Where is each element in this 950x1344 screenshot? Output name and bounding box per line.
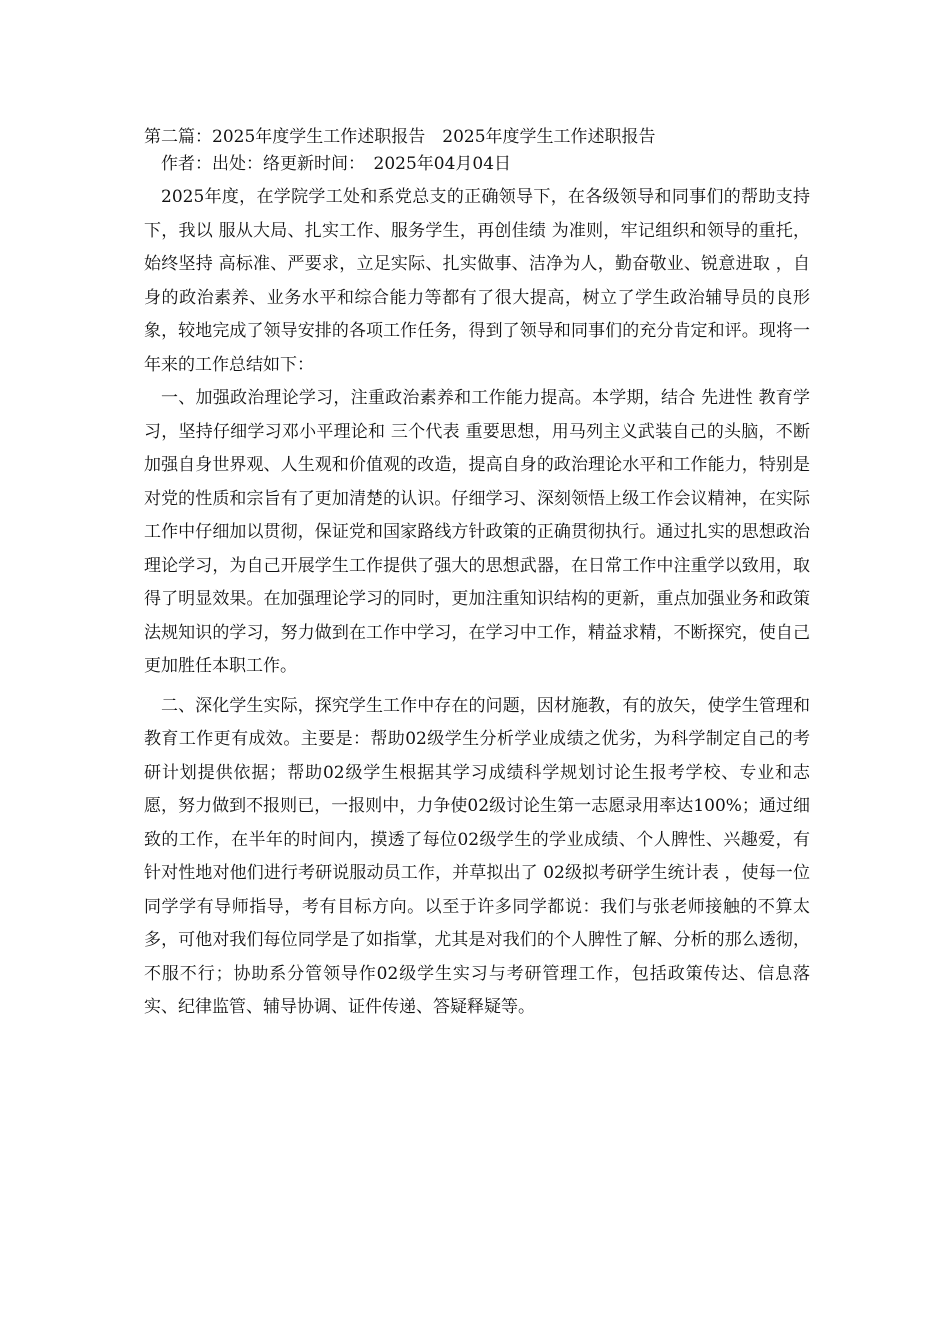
paragraph-intro: 2025年度，在学院学工处和系党总支的正确领导下，在各级领导和同事们的帮助支持下，我以 服从大局、扎实工作、服务学生，再创佳绩 为准则，牢记组织和领导的重托，始终坚持 高标准、严要求，立足实际、扎实做事、洁净为人，勤奋敬业、锐意进取 ，自身的政治素养、业务水平和综合能力等都有了很大提高，树立了学生政治辅导员的良形象，较地完成了领导安排的各项工作任务，得到了领导和同事们的充分肯定和评。现将一年来的工作总结如下： xyxy=(144,187,810,375)
document-title: 第二篇：2025年度学生工作述职报告 2025年度学生工作述职报告 xyxy=(144,127,656,147)
paragraph-section-1: 一、加强政治理论学习，注重政治素养和工作能力提高。本学期，结合 先进性 教育学习，坚持仔细学习邓小平理论和 三个代表 重要思想，用马列主义武装自己的头脑，不断加强自身世界观、人生观和价值观的改造，提高自身的政治理论水平和工作能力，特别是对党的性质和宗旨有了更加清楚的认识。仔细学习、深刻领悟上级工作会议精神，在实际工作中仔细加以贯彻，保证党和国家路线方针政策的正确贯彻执行。通过扎实的思想政治理论学习，为自己开展学生工作提供了强大的思想武器，在日常工作中注重学以致用，取得了明显效果。在加强理论学习的同时，更加注重知识结构的更新，重点加强业务和政策法规知识的学习，努力做到在工作中学习，在学习中工作，精益求精，不断探究，使自己更加胜任本职工作。 xyxy=(144,388,810,676)
document-body xyxy=(144,124,810,1025)
document-meta: 作者：出处：络更新时间： 2025年04月04日 xyxy=(161,154,512,174)
paragraph-section-2: 二、深化学生实际，探究学生工作中存在的问题，因材施教，有的放矢，使学生管理和教育工作更有成效。主要是：帮助02级学生分析学业成绩之优劣，为科学制定自己的考研计划提供依据；帮助02级学生根据其学习成绩科学规划讨论生报考学校、专业和志愿，努力做到不报则已，一报则中，力争使02级讨论生第一志愿录用率达100%；通过细致的工作，在半年的时间内，摸透了每位02级学生的学业成绩、个人脾性、兴趣爱，有针对性地对他们进行考研说服动员工作，并草拟出了 02级拟考研学生统计表 ，使每一位同学学有导师指导，考有目标方向。以至于许多同学都说：我们与张老师接触的不算太多，可他对我们每位同学是了如指掌，尤其是对我们的个人脾性了解、分析的那么透彻，不服不行；协助系分管领导作02级学生实习与考研管理工作，包括政策传达、信息落实、纪律监管、辅导协调、证件传递、答疑释疑等。 xyxy=(144,695,810,1017)
